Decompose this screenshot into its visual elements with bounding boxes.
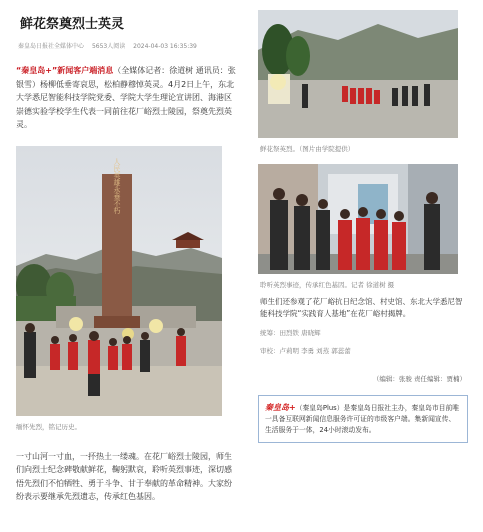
lead-highlight: “秦皇岛+”新闻客户端消息 <box>16 66 114 75</box>
meta-source[interactable]: 秦皇岛日报社全媒体中心 <box>18 43 85 50</box>
ceremony-scene-image <box>258 10 458 138</box>
shenhe: 审校：卢莉明 李勇 刘蒸 郭蕊蕾 <box>260 347 351 355</box>
tongchou: 统筹：田烈铁 唐晓辉 <box>260 329 321 337</box>
photo-museum[interactable] <box>258 164 458 274</box>
meta-reads: 5653人阅读 <box>91 43 126 50</box>
article-right-column <box>258 10 468 443</box>
meta-time: 2024-04-03 16:35:39 <box>133 43 197 50</box>
brand-text: （秦皇岛Plus）是秦皇岛日报社主办，秦皇岛市目前唯一具备互联网新闻信息服务许可证的市级客户端。集新闻宣传、生活服务于一体，24小时滚动发布。 <box>265 404 460 434</box>
photo-ceremony[interactable] <box>258 10 458 138</box>
article-meta <box>18 42 238 52</box>
lead-paragraph <box>14 64 238 132</box>
article-left-column <box>14 10 238 504</box>
paragraph-2: 一寸山河一寸血，一抔热土一缕魂。在花厂峪烈士陵园，师生们向烈士纪念碑敬献鲜花，鞠躬默哀，聆听英烈事迹，深切感悟先烈们不怕牺牲、勇于斗争、甘于奉献的革命精神。大家纷纷表示要继承先烈遗志，传承红色基因。 <box>16 451 232 501</box>
editor-line: （编辑：张骏 责任编辑：贾楠） <box>372 375 466 383</box>
museum-scene-image <box>258 164 458 274</box>
paragraph-3: 师生们还参观了花厂峪抗日纪念馆、村史馆、东北大学悉尼智能科技学院“实践育人基地”在花厂峪村揭牌。 <box>260 297 463 318</box>
brand-logo[interactable]: 秦皇岛+ <box>265 403 296 412</box>
lead-body: （全媒体记者：徐道树 通讯员：张银雪）杨柳低垂寄哀思，松柏静穆悼英灵。4月2日上午，东北大学悉尼智能科技学院党委、学院大学生理论宣讲团、海港区崇德实验学校学生代表一同前往花厂峪烈士陵园，祭奠先烈英灵。 <box>16 66 236 129</box>
monument-scene-image <box>16 146 222 416</box>
photo3-caption: 聆听英烈事迹，传承红色基因。记者 徐道树 摄 <box>260 281 395 289</box>
photo2-caption: 鲜花祭英烈。（图片由学院提供） <box>260 145 355 153</box>
monument-inscription: 人民英雄永垂不朽 <box>113 157 121 214</box>
brand-box <box>258 395 468 443</box>
article-title: 鲜花祭奠烈士英灵 <box>20 17 125 32</box>
photo1-caption: 缅怀先烈，铭记历史。 <box>16 422 81 431</box>
photo-monument[interactable] <box>16 146 222 416</box>
